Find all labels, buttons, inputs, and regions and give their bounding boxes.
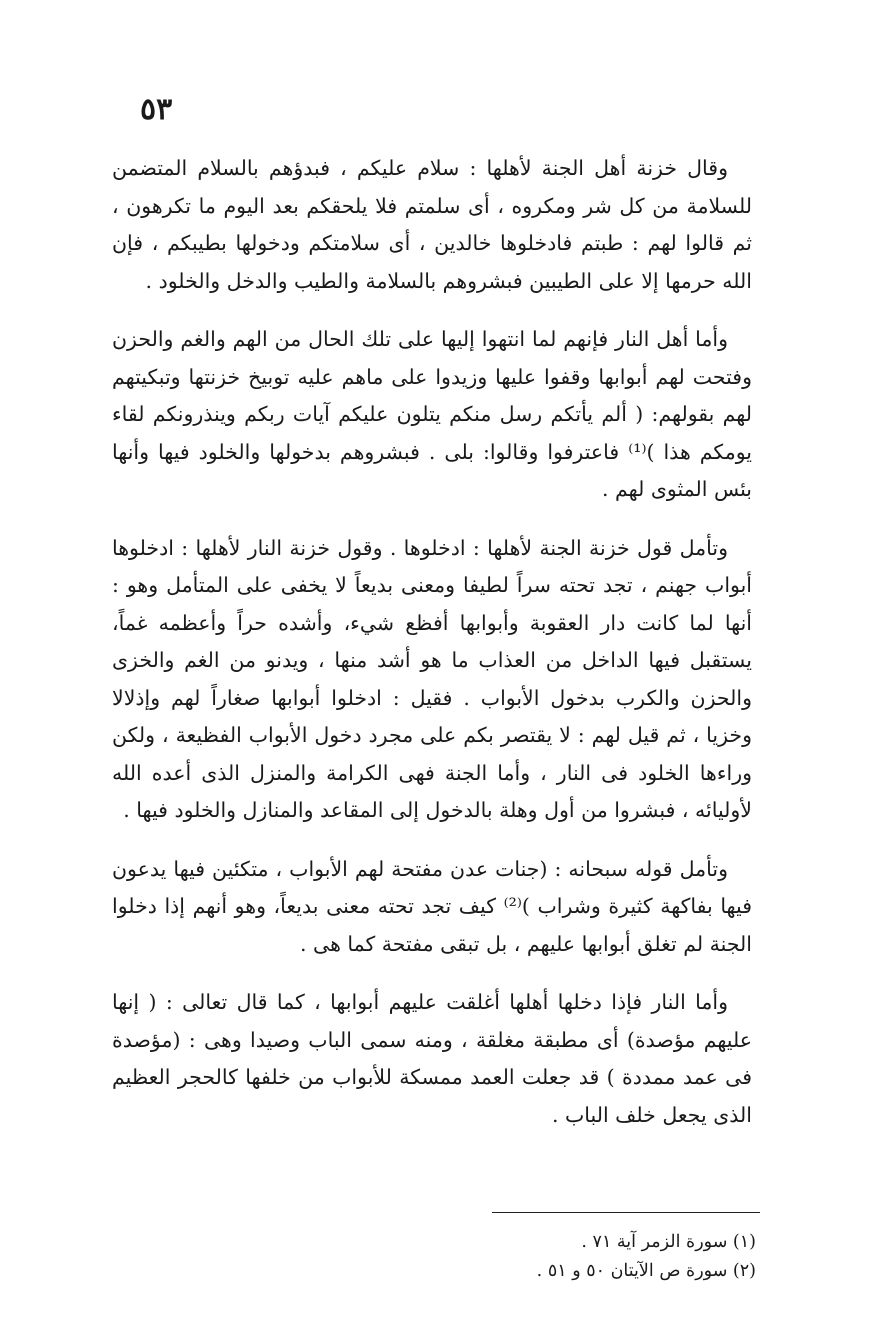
body-text	[112, 150, 752, 1155]
paragraph-1: وقال خزنة أهل الجنة لأهلها : سلام عليكم ، فبدؤهم بالسلام المتضمن للسلامة من كل شر ومكروه ، أى سلمتم فلا يلحقكم بعد اليوم ما تكرهون ، ثم قالوا لهم : طبتم فادخلوها خالدين ، أى سلامتكم ودخولها بطيبكم ، فإن الله حرمها إلا على الطيبين فبشروهم بالسلامة والطيب والدخل والخلود .	[112, 156, 752, 293]
footnote-1: (١) سورة الزمر آية ٧١ .	[581, 1232, 756, 1252]
footnote-divider	[492, 1212, 760, 1213]
paragraph-3: وتأمل قول خزنة الجنة لأهلها : ادخلوها . وقول خزنة النار لأهلها : ادخلوها أبواب جهنم ، تجد تحته سراً لطيفا ومعنى بديعاً لا يخفى على المتأمل وهو : أنها لما كانت دار العقوبة وأبوابها أفظع شيء، وأشده حراً وأعظمه غماً، يستقبل فيها الداخل من العذاب ما هو أشد منها ، ويدنو من الغم والخزى والحزن والكرب بدخول الأبواب . فقيل : ادخلوا أبوابها صغاراً لهم وإذلالا وخزيا ، ثم قيل لهم : لا يقتصر بكم على مجرد دخول الأبواب الفظيعة ، ولكن وراءها الخلود فى النار ، وأما الجنة فهى الكرامة والمنزل الذى أعده الله لأوليائه ، فبشروا من أول وهلة بالدخول إلى المقاعد والمنازل والخلود فيها .	[112, 535, 752, 822]
page-number: ٥٣	[140, 92, 173, 127]
paragraph-4: وتأمل قوله سبحانه : (جنات عدن مفتحة لهم الأبواب ، متكئين فيها يدعون فيها بفاكهة كثيرة وشراب )⁽²⁾ كيف تجد تحته معنى بديعاً، وهو أنهم إذا دخلوا الجنة لم تغلق أبوابها عليهم ، بل تبقى مفتحة كما هى .	[112, 856, 752, 956]
paragraph-2: وأما أهل النار فإنهم لما انتهوا إليها على تلك الحال من الهم والغم والحزن وفتحت لهم أبوابها وقفوا عليها وزيدوا على ماهم عليه توبيخ خزنتها وتبكيتهم لهم بقولهم: ( ألم يأتكم رسل منكم يتلون عليكم آيات ربكم وينذرونكم لقاء يومكم هذا )⁽¹⁾ فاعترفوا وقالوا: بلى . فبشروهم بدخولها والخلود فيها وأنها بئس المثوى لهم .	[112, 327, 752, 501]
paragraph-5: وأما النار فإذا دخلها أهلها أغلقت عليهم أبوابها ، كما قال تعالى : ( إنها عليهم مؤصدة) أى مطبقة مغلقة ، ومنه سمى الباب وصيدا وهى : (مؤصدة فى عمد ممددة ) قد جعلت العمد ممسكة للأبواب من خلفها كالحجر العظيم الذى يجعل خلف الباب .	[112, 990, 752, 1127]
footnote-2: (٢) سورة ص الآيتان ٥٠ و ٥١ .	[536, 1261, 756, 1281]
footnotes	[460, 1228, 756, 1286]
